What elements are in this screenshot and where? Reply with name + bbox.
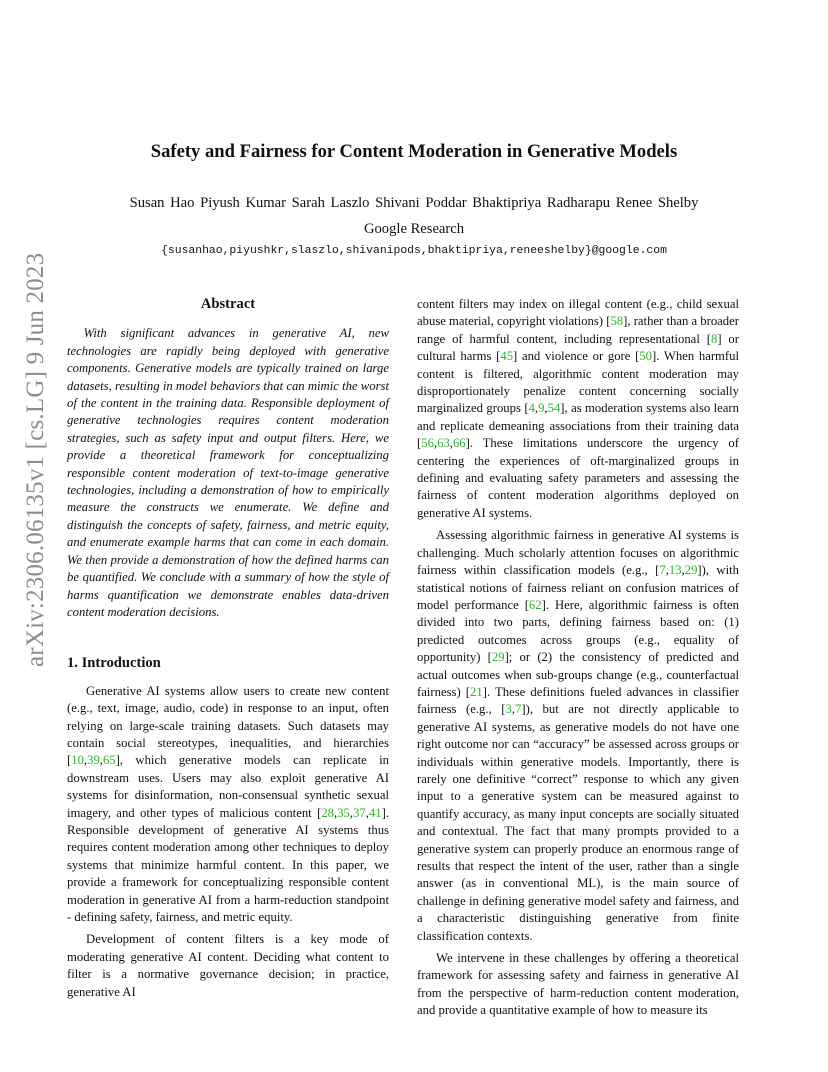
citation-link[interactable]: 66 bbox=[452, 436, 466, 451]
arxiv-stamp: arXiv:2306.06135v1 [cs.LG] 9 Jun 2023 bbox=[22, 252, 49, 667]
abstract-text: With significant advances in generative AI, new technologies are rapidly being deployed with generative components. Generative models are typically trained on large datasets, resulting in model behaviors that can mimic the worst of the content in the training data. Responsible deployment of generative technologies requires content moderation strategies, such as safety input and output filters. Here, we provide a theoretical framework for conceptualizing responsible content moderation of text-to-image generative technologies, including a demonstration of how to empirically measure the constructs we enumerate. We define and distinguish the concepts of safety, fairness, and metric equity, and enumerate example harms that can come in each domain. We then provide a demonstration of how the defined harms can be quantified. We conclude with a summary of how the style of harms quantification we demonstrate enables data-driven content moderation decisions. bbox=[67, 326, 389, 619]
citation-link[interactable]: 9 bbox=[538, 401, 545, 416]
citation-link[interactable]: 58 bbox=[610, 314, 624, 329]
intro-paragraph-3: Assessing algorithmic fairness in generative AI systems is challenging. Much scholarly attention focuses on algorithmic fairness within classification models (e.g., [7,13,29]), with statistical notions of fairness reliant on confusion matrices of model performance [62]. Here, algorithmic fairness is often divided into two parts, defining fairness based on: (1) predicted outcomes across groups (e.g., equality of opportunity) [29]; or (2) the consistency of predicted and actual outcomes when sub-groups change (e.g., counterfactual fairness) [21]. These definitions fueled advances in classifier fairness (e.g., [3,7]), but are not directly applicable to generative AI systems, as generative models do not have one right outcome nor can “accuracy” be assessed across groups or individuals within generative models. Importantly, there is rarely one definitive “correct” response to which any given input to a generative system can be measured against to quantify accuracy, as many input concepts are socially situated and contextual. The fact that many prompts provided to a generative system can properly produce an enormous range of results that respect the intent of the user, rather than a single answer (as in conventional ML), is the main source of challenge in defining generative model safety and fairness, and a characteristic distinguishing generative from finite classification contexts. bbox=[417, 528, 739, 943]
intro-paragraph-2: Development of content filters is a key mode of moderating generative AI content. Deciding what content to filter is a normative governance decision; in practice, generative AI bbox=[67, 932, 389, 999]
citation-link[interactable]: 3 bbox=[505, 702, 512, 717]
citation-link[interactable]: 45 bbox=[500, 349, 514, 364]
left-column bbox=[67, 296, 389, 1006]
right-column bbox=[417, 296, 739, 1025]
abstract-heading: Abstract bbox=[200, 296, 256, 312]
citation-link[interactable]: 4 bbox=[528, 401, 535, 416]
paper-title: Safety and Fairness for Content Moderation in Generative Models bbox=[150, 141, 678, 162]
citation-link[interactable]: 37 bbox=[353, 805, 366, 820]
citation-link[interactable]: 8 bbox=[710, 331, 718, 346]
citation-link[interactable]: 21 bbox=[470, 684, 483, 699]
citation-link[interactable]: 65 bbox=[102, 753, 116, 768]
citation-link[interactable]: 50 bbox=[639, 349, 653, 364]
citation-link[interactable]: 7 bbox=[515, 702, 522, 717]
affiliation: Google Research bbox=[363, 221, 465, 237]
citation-link[interactable]: 56 bbox=[421, 436, 434, 451]
citation-link[interactable]: 29 bbox=[491, 650, 505, 665]
citation-link[interactable]: 13 bbox=[668, 563, 682, 578]
citation-link[interactable]: 54 bbox=[547, 401, 561, 416]
intro-paragraph-continued: content filters may index on illegal content (e.g., child sexual abuse material, copyright violations) [58], rather than a broader range of harmful content, including representational [8] or cultural harms [45] and violence or gore [50]. When harmful content is filtered, algorithmic content moderation may disproportionately penalize content concerning socially marginalized groups [4,9,54], as moderation systems also learn and replicate demeaning associations from their training data [56,63,66]. These limitations underscore the urgency of centering the experiences of oft-marginalized groups in defining and evaluating safety parameters and assessing the fairness of content moderation algorithms deployed on generative AI systems. bbox=[417, 297, 740, 520]
citation-link[interactable]: 62 bbox=[528, 597, 542, 612]
citation-link[interactable]: 35 bbox=[337, 805, 350, 820]
author-emails: {susanhao,piyushkr,slaszlo,shivanipods,bhaktipriya,reneeshelby}@google.com bbox=[161, 245, 667, 257]
citation-link[interactable]: 41 bbox=[368, 805, 382, 820]
citation-link[interactable]: 63 bbox=[437, 436, 450, 451]
intro-paragraph-4: We intervene in these challenges by offering a theoretical framework for assessing safety and fairness in generative AI from the perspective of harm-reduction content moderation, and provide a quantitative example of how to measure its bbox=[417, 951, 739, 1018]
citation-link[interactable]: 39 bbox=[87, 753, 100, 768]
author-list: Susan Hao Piyush Kumar Sarah Laszlo Shivani Poddar Bhaktipriya Radharapu Renee Shelby bbox=[129, 195, 699, 211]
citation-link[interactable]: 7 bbox=[659, 563, 666, 578]
citation-link[interactable]: 10 bbox=[71, 753, 84, 768]
citation-link[interactable]: 29 bbox=[684, 563, 698, 578]
intro-paragraph-1: Generative AI systems allow users to create new content (e.g., text, image, audio, code) in response to an input, often relying on large-scale training datasets. Such datasets may contain social stereotypes, inequalities, and hierarchies [10,39,65], which generative models can replicate in downstream uses. Users may also exploit generative AI systems for disinformation, non-consensual synthetic sexual imagery, and other types of malicious content [28,35,37,41]. Responsible development of generative AI systems thus requires content moderation among other techniques to deploy systems that minimize harmful content. In this paper, we provide a framework for conceptualizing responsible content moderation in generative AI from a harm-reduction standpoint - defining safety, fairness, and metric equity. bbox=[67, 683, 389, 924]
citation-link[interactable]: 28 bbox=[321, 805, 335, 820]
section-heading-introduction: 1. Introduction bbox=[67, 655, 161, 672]
